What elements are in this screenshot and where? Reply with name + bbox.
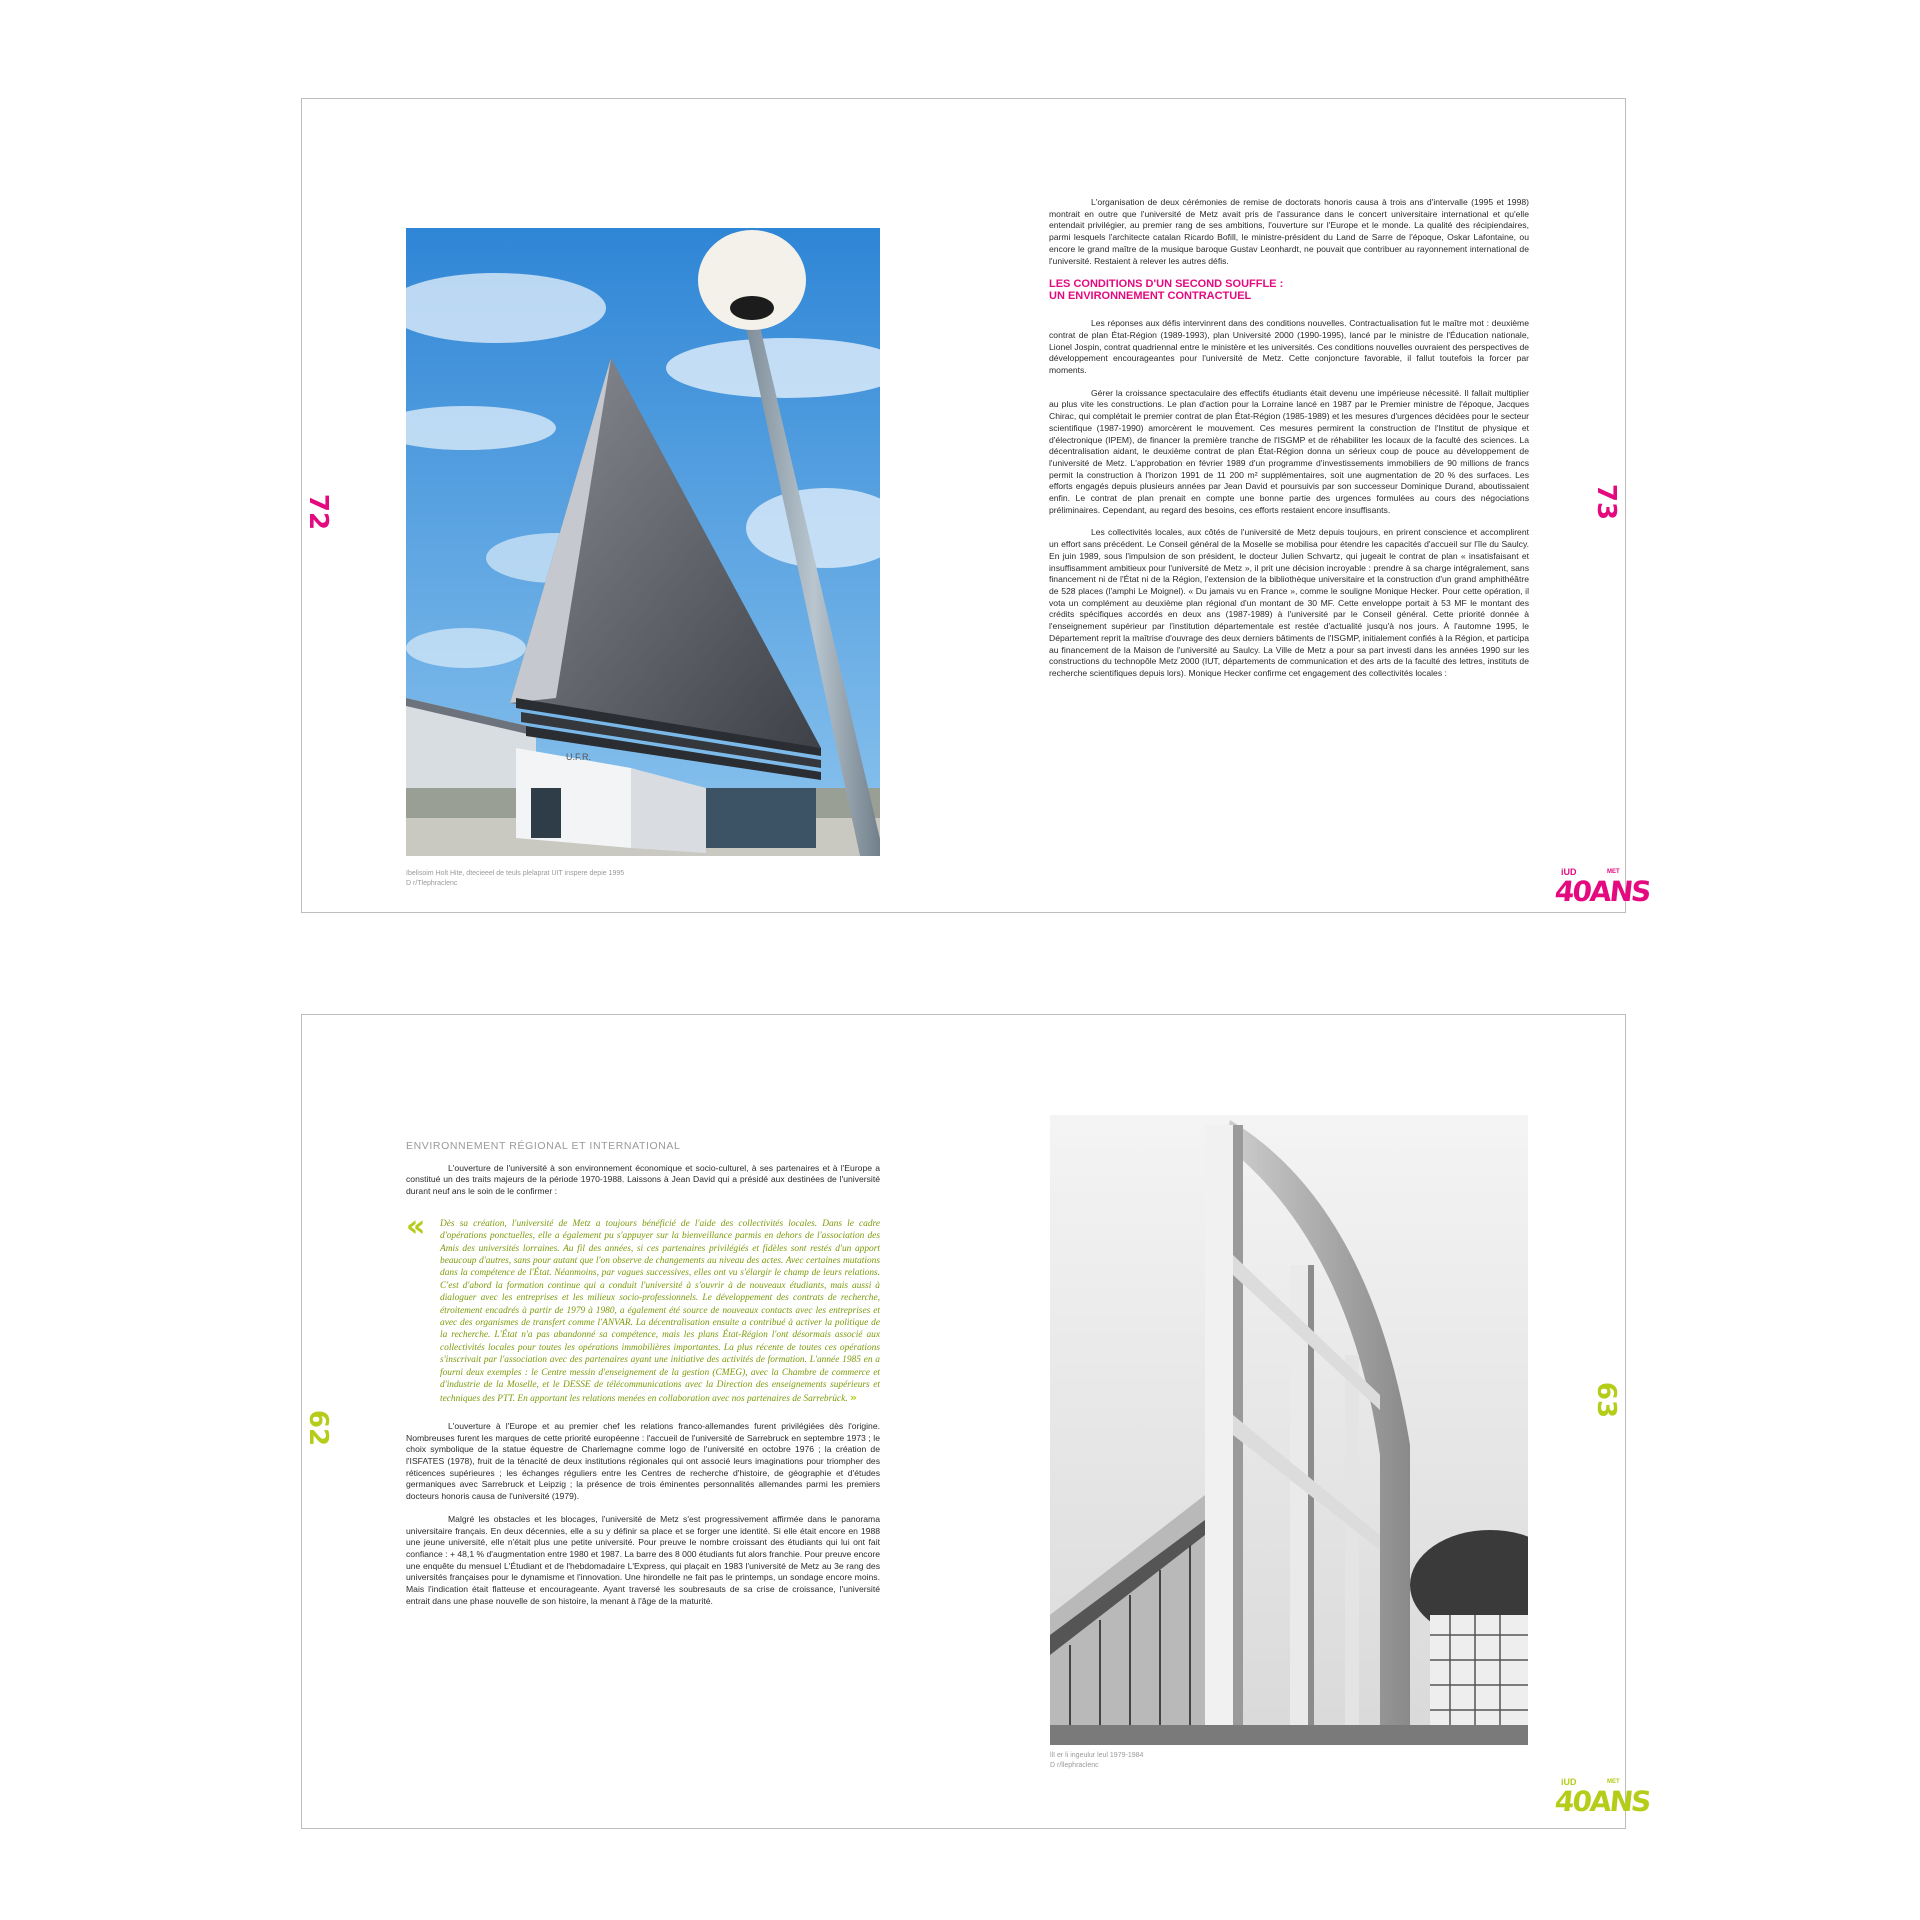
photo-credit-text: D r/Tlephraclenc <box>406 880 458 887</box>
page-number-left: 72 <box>303 493 334 531</box>
logo-main-text: 40ANS <box>1553 1785 1652 1818</box>
body-paragraph-1: L'ouverture à l'Europe et au premier chef les relations franco-allemandes furent privilégiées dès l'origine. Nombreuses furent les marques de cette priorité européenne : l'accueil de l'université de Sarrebruck en septembre 1973 ; le choix symbolique de la statue équestre de Charlemagne comme logo de l'université en octobre 1976 ; la création de l'ISFATES (1978), fruit de la ténacité de deux institutions régionales qui ont associé leurs imaginations pour triompher des réticences supérieures ; les échanges réguliers entre les Centres de recherche d'histoire, de géographie et d'études germaniques avec Sarrebruck et Leipzig ; la présence de trois éminentes personnalités allemandes parmi les premiers docteurs honoris causa de l'université (1979). <box>406 1420 880 1502</box>
building-photo-modern <box>406 228 880 856</box>
spread-pages-62-63 <box>301 1014 1652 1829</box>
subhead-line-1: LES CONDITIONS D'UN SECOND SOUFFLE : <box>1049 278 1284 291</box>
logo-top-text: iUD <box>1561 867 1577 877</box>
photo-credit-text: D r/llephraclenc <box>1050 1762 1099 1769</box>
body-paragraph-2: Gérer la croissance spectaculaire des effectifs étudiants était devenu une impérieuse nécessité. Il fallait multiplier au plus vite les constructions. Le plan d'action pour la Lorraine lancé en 1987 par le Premier ministre de l'époque, Jacques Chirac, qui complétait le premier contrat de plan État-Région (1985-1989) et les mesures d'urgences décidées pour le secteur scientifique (1987-1990) amorcèrent le mouvement. Ces mesures permirent la construction de l'Institut de physique et d'électronique (IPEM), de financer la première tranche de l'ISGMP et de réhabiliter les locaux de la faculté des sciences. La décentralisation aidant, le deuxième contrat de plan État-Région donna un sérieux coup de pouce au développement de l'université de Metz. L'approbation en février 1989 d'un programme d'investissements immobiliers de 90 millions de francs permit la construction à l'horizon 1991 de 11 200 m² supplémentaires, soit une augmentation de 20 % des surfaces. Les efforts engagés depuis plusieurs années par Jean David et poursuivis par son successeur Dominique Durand, aboutissaient enfin. Le contrat de plan prenait en compte une bonne partie des urgences formulées au cours des négociations préliminaires. Cependant, au regard des besoins, ces efforts restaient encore insuffisants. <box>1049 387 1529 515</box>
photo-caption-text: Ibelisoim Holt Hite, dtecieeel de teuls plelaprat UIT inspere depie 1995 <box>406 870 625 877</box>
building-photo-illustration <box>406 228 880 856</box>
quote-open-mark: « <box>406 1208 426 1244</box>
intro-paragraph: L'ouverture de l'université à son environnement économique et socio-culturel, à ses partenaires et à l'Europe a constitué un des traits majeurs de la période 1970-1988. Laissons à Jean David qui a présidé aux destinées de l'université durant neuf ans le soin de le confirmer : <box>406 1162 880 1197</box>
building-photo-bw-illustration <box>1050 1115 1528 1745</box>
page-number-left: 62 <box>303 1409 334 1447</box>
logo-small-text: MET <box>1607 1779 1620 1785</box>
pull-quote <box>406 1208 880 1405</box>
quote-text: Dès sa création, l'université de Metz a toujours bénéficié de l'aide des collectivités locales. Dans le cadre d'opérations ponctuelles, elle a également pu s'appuyer sur la bienveillance parmis en dehors de l'association des Amis des universités lorraines. Au fil des années, si ces partenaires privilégiés et fidèles sont restés d'un apport beaucoup d'autres, sans pour autant que l'on observe de changements au niveau des actes. Avec certaines mutations dans la compétence de l'État. Néanmoins, par vagues successives, elles ont vu s'élargir le champ de leurs relations. C'est d'abord la formation continue qui a conduit l'université à s'ouvrir à de nouveaux étudiants, mais aussi à dialoguer avec les entreprises et les milieux socio-professionnels. Le développement des contrats de recherche, étroitement encadrés à partir de 1979 à 1980, a également été source de nouveaux contacts avec les entreprises et avec des organismes de transfert comme l'ANVAR. La décentralisation ensuite a contribué à activer la politique de la recherche. L'État n'a pas abandonné sa compétence, mais les plans État-Région l'ont désormais associé aux collectivités locales pour toutes les opérations immobilières importantes. La plus récente de toutes ces opérations s'inscrivait par l'association avec des partenaires ayant une initiative des activités de formation. L'année 1985 en a fourni deux exemples : le Centre messin d'enseignement de la gestion (CMEG), avec la Chambre de commerce et d'industrie de la Moselle, et le DESSE de télécommunications avec la Direction des enseignements supérieurs et techniques des PTT. En apportant les relations menées en collaboration avec nos partenaires de Sarrebrück. <box>440 1218 880 1404</box>
svg-text:U.F.R.: U.F.R. <box>566 752 592 762</box>
intro-paragraph: L'organisation de deux cérémonies de remise de doctorats honoris causa à trois ans d'intervalle (1995 et 1998) montrait en outre que l'université de Metz avait pris de l'assurance dans le concert universitaire international et qu'elle entendait privilégier, au premier rang de ses ambitions, l'ouverture sur l'Europe et le monde. La qualité des récipiendaires, parmi lesquels l'architecte catalan Ricardo Bofill, le ministre-président du Land de Sarre de l'époque, Oskar Lafontaine, ou encore le grand maître de la musique baroque Gustav Leonhardt, ne pouvait que contribuer au rayonnement international de l'université. Restaient à relever les autres défis. <box>1049 197 1529 266</box>
logo-small-text: MET <box>1607 869 1620 875</box>
section-subhead <box>1049 278 1529 302</box>
body-paragraph-3: Les collectivités locales, aux côtés de l'université de Metz depuis toujours, en prirent conscience et accomplirent un effort sans précédent. Le Conseil général de la Moselle se mobilisa pour étendre les capacités d'accueil sur l'île du Saulcy. En juin 1989, sous l'impulsion de son président, le docteur Julien Schvartz, qui jugeait le contrat de plan « insatisfaisant et insuffisamment ambitieux pour l'université de Metz », il prit une décision incroyable : prendre à sa charge intégralement, sans financement ni de l'État ni de la Région, l'extension de la bibliothèque universitaire et la construction d'un grand amphithéâtre de 528 places (l'amphi Le Moignel). « Du jamais vu en France », comme le souligne Monique Hecker. Pour cette opération, il vota un complément au deuxième plan régional d'un montant de 30 MF. Cette enveloppe portait à 53 MF le montant des crédits spécifiques accordés en deux ans (1987-1989) à l'université par le Conseil général. Cette priorité donnée à l'enseignement supérieur par l'institution départementale est restée d'actualité jusqu'à nos jours. À l'automne 1995, le Département reprit la maîtrise d'ouvrage des deux derniers bâtiments de l'ISGMP, initialement confiés à la Région, et participa au financement de la Maison de l'université au Saulcy. La Ville de Metz a pour sa part investi dans les années 1990 sur les constructions du technopôle Metz 2000 (IUT, départements de communication et des arts de la faculté des lettres, instituts de recherche scientifiques depuis lors). Monique Hecker confirme cet engagement des collectivités locales : <box>1049 527 1529 678</box>
page-number-right: 73 <box>1591 483 1622 521</box>
logo-main-text: 40ANS <box>1553 875 1652 908</box>
building-photo-bw <box>1050 1115 1528 1745</box>
quote-close-mark: » <box>849 1390 858 1404</box>
photo-caption <box>406 869 886 889</box>
photo-caption <box>1050 1751 1530 1771</box>
anniversary-logo <box>1553 1777 1652 1821</box>
section-title: ENVIRONNEMENT RÉGIONAL ET INTERNATIONAL <box>406 1140 681 1152</box>
logo-top-text: iUD <box>1561 1777 1577 1787</box>
page-number-right: 63 <box>1591 1381 1622 1419</box>
subhead-line-2: UN ENVIRONNEMENT CONTRACTUEL <box>1049 290 1252 303</box>
spread-pages-72-73 <box>301 98 1652 913</box>
photo-caption-text: llI er li ingeulur leul 1979-1984 <box>1050 1752 1144 1759</box>
body-paragraph-2: Malgré les obstacles et les blocages, l'université de Metz s'est progressivement affirmée dans le panorama universitaire français. En deux décennies, elle a su y définir sa place et se forger une identité. Si elle était encore en 1988 une jeune université, elle n'était plus une petite université. Pour preuve le nombre croissant des étudiants qui lui ont fait confiance : + 48,1 % d'augmentation entre 1980 et 1987. La barre des 8 000 étudiants fut alors franchie. Pour preuve encore une enquête du mensuel L'Étudiant et de l'hebdomadaire L'Express, qui plaçait en 1983 l'université de Metz au 3e rang des universités françaises pour le dynamisme et l'innovation. Une hirondelle ne fait pas le printemps, un sondage encore moins. Mais l'indication était flatteuse et encourageante. Ayant traversé les soubresauts de sa crise de croissance, l'université entrait dans une phase nouvelle de son histoire, la menant à l'âge de la maturité. <box>406 1513 880 1606</box>
article-text-column <box>406 1141 880 1618</box>
article-text-column <box>1049 197 1529 691</box>
anniversary-logo <box>1553 867 1652 911</box>
body-paragraph-1: Les réponses aux défis intervinrent dans des conditions nouvelles. Contractualisation fut le maître mot : deuxième contrat de plan État-Région (1989-1993), plan Université 2000 (1990-1995), lancé par le ministre de l'Éducation nationale, Lionel Jospin, contrat quadriennal entre le ministère et les universités. Ces conditions nouvelles ouvraient des perspectives de développement encourageantes pour l'université de Metz. Cette conjoncture favorable, il fallut toutefois la forcer par moments. <box>1049 318 1529 376</box>
